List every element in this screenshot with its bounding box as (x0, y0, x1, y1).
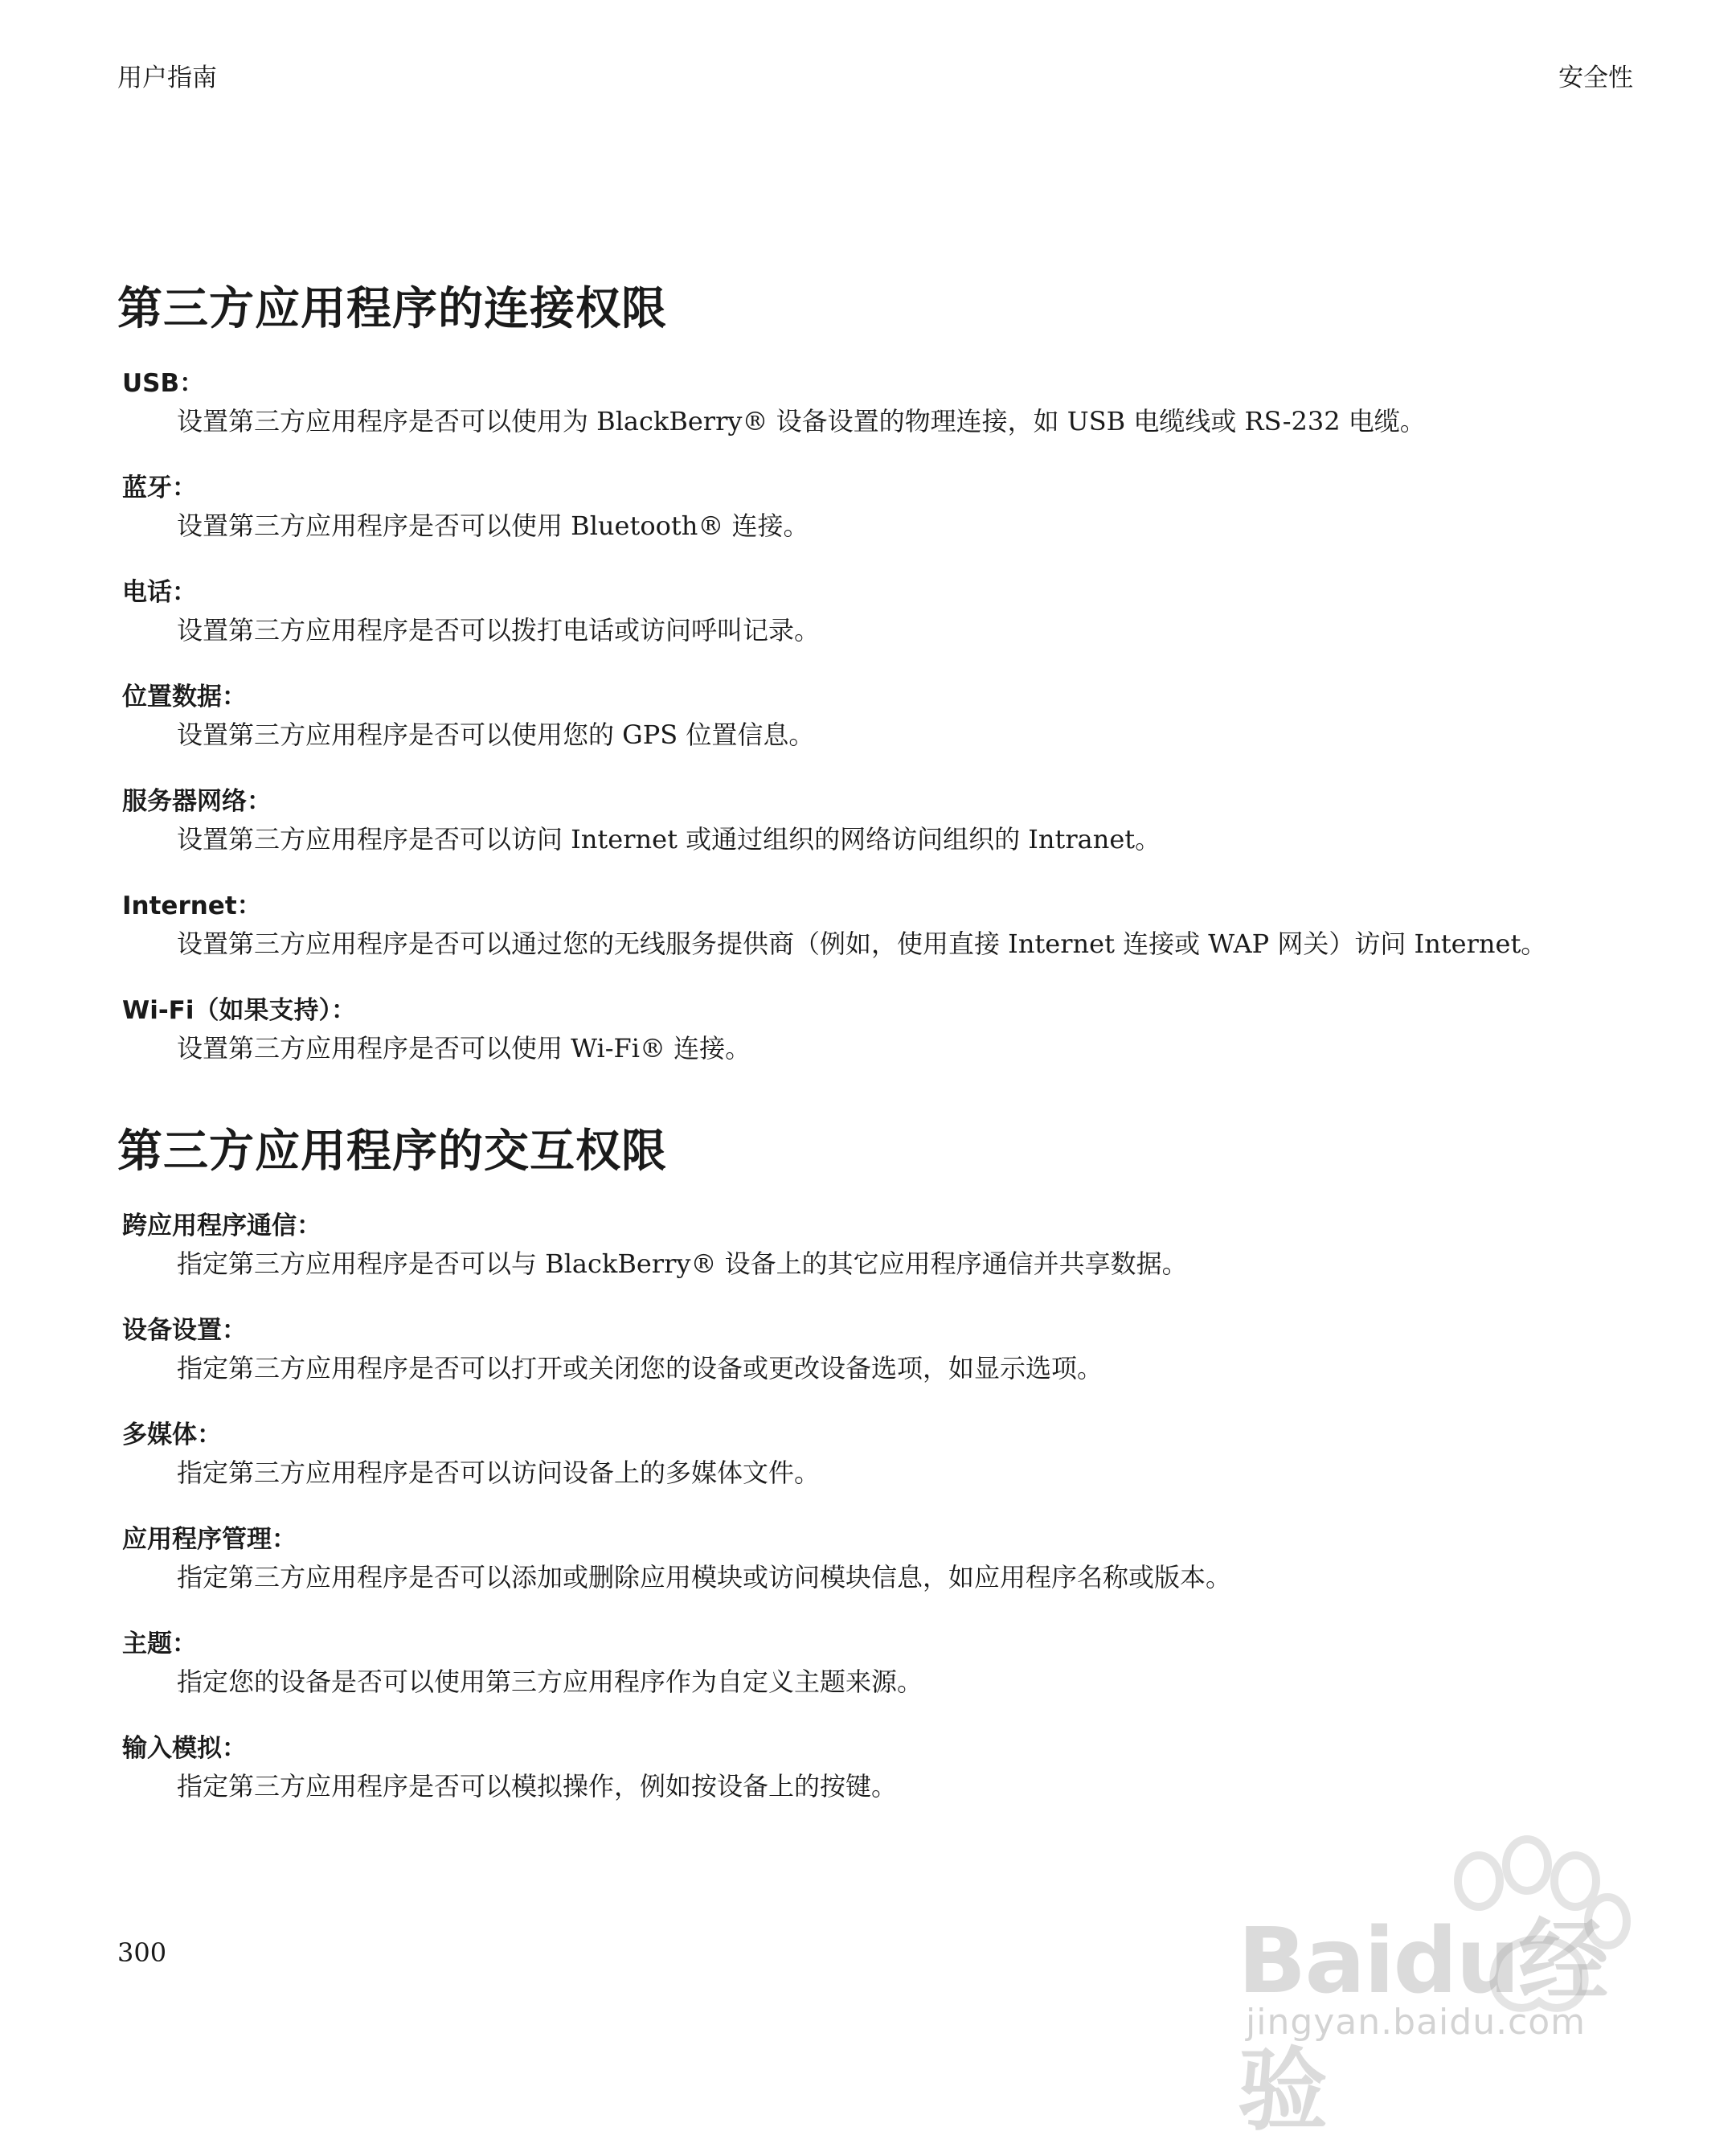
entry-term: 服务器网络： (122, 787, 272, 816)
entry-description: 指定第三方应用程序是否可以模拟操作，例如按设备上的按键。 (177, 1771, 898, 1802)
entry-app-management (117, 1521, 1636, 1595)
entry-internet (117, 887, 1636, 961)
entry-description: 设置第三方应用程序是否可以拨打电话或访问呼叫记录。 (177, 615, 821, 646)
entry-bluetooth (117, 469, 1636, 543)
entry-term: 应用程序管理： (122, 1525, 297, 1554)
entry-term: Wi-Fi（如果支持）： (122, 996, 356, 1025)
entry-description: 指定第三方应用程序是否可以添加或删除应用模块或访问模块信息，如应用程序名称或版本。 (177, 1562, 1232, 1593)
entry-description: 指定第三方应用程序是否可以访问设备上的多媒体文件。 (177, 1457, 821, 1488)
entry-description: 设置第三方应用程序是否可以使用为 BlackBerry® 设备设置的物理连接，如 USB 电缆线或 RS-232 电缆。 (177, 406, 1426, 437)
entry-usb (117, 365, 1636, 439)
page-content (117, 273, 1636, 1804)
entry-term: 跨应用程序通信： (122, 1211, 321, 1240)
section-title: 第三方应用程序的交互权限 (117, 1125, 667, 1178)
watermark-logo: Baidu经验 (1238, 1909, 1607, 2143)
page-number: 300 (117, 1937, 167, 1968)
entry-server-network (117, 783, 1636, 857)
entry-themes (117, 1625, 1636, 1699)
section-interaction-permissions (117, 1116, 1636, 1804)
entry-input-simulation (117, 1730, 1636, 1804)
section-connection-permissions (117, 273, 1636, 1066)
entry-term: 电话： (122, 578, 197, 607)
page-header (117, 55, 1633, 95)
entry-cross-app-communication (117, 1207, 1636, 1281)
entry-description: 设置第三方应用程序是否可以通过您的无线服务提供商（例如，使用直接 Internet 连接或 WAP 网关）访问 Internet。 (177, 928, 1547, 959)
entry-phone (117, 574, 1636, 648)
watermark-url: jingyan.baidu.com (1246, 2002, 1587, 2043)
entry-description: 设置第三方应用程序是否可以使用您的 GPS 位置信息。 (177, 719, 815, 750)
entry-description: 设置第三方应用程序是否可以使用 Bluetooth® 连接。 (177, 510, 809, 541)
header-doc-title: 用户指南 (117, 63, 217, 92)
entry-term: 输入模拟： (122, 1734, 247, 1763)
entry-description: 设置第三方应用程序是否可以使用 Wi-Fi® 连接。 (177, 1033, 751, 1064)
header-chapter-title: 安全性 (1558, 63, 1633, 92)
entry-term: Internet： (122, 892, 262, 920)
entry-description: 指定您的设备是否可以使用第三方应用程序作为自定义主题来源。 (177, 1666, 923, 1697)
entry-description: 指定第三方应用程序是否可以打开或关闭您的设备或更改设备选项，如显示选项。 (177, 1353, 1103, 1383)
entry-term: 多媒体： (122, 1420, 222, 1449)
entry-term: 位置数据： (122, 683, 247, 711)
section-title: 第三方应用程序的连接权限 (117, 283, 667, 335)
entry-term: USB： (122, 369, 205, 398)
entry-term: 蓝牙： (122, 473, 197, 502)
entry-location-data (117, 678, 1636, 752)
entry-wifi (117, 992, 1636, 1066)
entry-description: 指定第三方应用程序是否可以与 BlackBerry® 设备上的其它应用程序通信并共享数据。 (177, 1248, 1188, 1279)
entry-device-settings (117, 1312, 1636, 1386)
entry-term: 设备设置： (122, 1316, 247, 1345)
entry-description: 设置第三方应用程序是否可以访问 Internet 或通过组织的网络访问组织的 Intranet。 (177, 824, 1161, 855)
entry-multimedia (117, 1416, 1636, 1490)
entry-term: 主题： (122, 1629, 197, 1658)
